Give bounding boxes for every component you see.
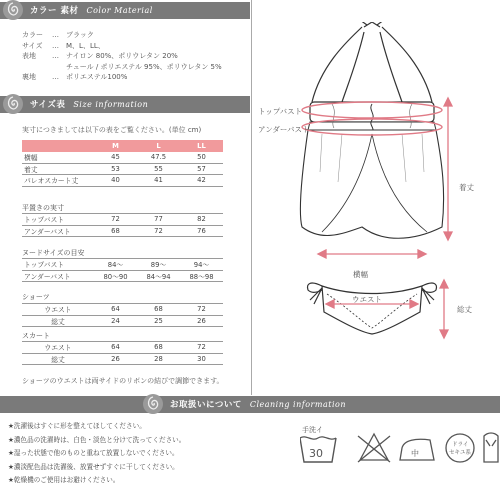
- dry-clean-label-2: セキユ系: [449, 450, 472, 456]
- color-material-header: [0, 2, 250, 19]
- color-material-subtitle: Color Material: [86, 6, 153, 15]
- no-bleach-icon: [358, 434, 390, 462]
- row-label: アンダーバスト: [22, 225, 94, 237]
- rose-icon: [2, 93, 24, 115]
- table-cell: 64: [94, 342, 137, 354]
- material-key: サイズ: [22, 41, 43, 50]
- material-value: ブラック: [66, 31, 94, 39]
- hang-dry-icon: [484, 433, 498, 462]
- under-bust-label: アンダーバスト: [258, 125, 310, 134]
- flat-size-title: 平置きの実寸: [22, 204, 64, 212]
- material-row: [22, 30, 222, 41]
- garment-diagram: [252, 22, 500, 392]
- rose-icon: [2, 0, 24, 21]
- skirt-table: [22, 341, 223, 365]
- dry-clean-icon: [446, 434, 474, 462]
- table-row: [22, 152, 223, 164]
- table-cell: 25: [137, 315, 180, 327]
- table-header-cell: M: [94, 140, 137, 152]
- halter-straps: [312, 22, 432, 102]
- table-cell: 42: [180, 175, 223, 187]
- table-cell: 84〜94: [137, 270, 180, 282]
- care-info-header: [0, 396, 500, 413]
- care-subtitle: Cleaning information: [249, 400, 346, 409]
- table-row: [22, 225, 223, 237]
- size-intro: 実寸につきましては以下の表をご覧ください。(単位 cm): [22, 126, 202, 134]
- material-key: カラー: [22, 31, 43, 39]
- table-header-cell: L: [137, 140, 180, 152]
- row-label: ウエスト: [22, 304, 94, 316]
- material-value: M、L、LL、: [66, 41, 105, 50]
- material-key: [22, 62, 52, 73]
- table-header-cell: LL: [180, 140, 223, 152]
- material-row: [22, 72, 222, 83]
- table-cell: 26: [180, 315, 223, 327]
- length-arrow: [444, 98, 452, 240]
- size-info-title: サイズ表: [30, 100, 66, 110]
- row-label: ウエスト: [22, 342, 94, 354]
- material-key: 表地: [22, 52, 36, 60]
- row-label: パレオスカート丈: [22, 175, 94, 187]
- iron-label: 中: [411, 449, 419, 458]
- total-length-label: 総丈: [457, 305, 472, 314]
- material-list: [22, 30, 222, 83]
- care-item: ★湿った状態で他のものと重ねて放置しないでください。: [8, 449, 179, 458]
- flat-size-table: [22, 213, 223, 237]
- care-item: ★乾燥機のご使用はお避けください。: [8, 476, 120, 485]
- material-value: チュール / ポリエステル 95%、ポリウレタン 5%: [66, 62, 222, 71]
- table-cell: 24: [94, 315, 137, 327]
- table-cell: 80〜90: [94, 270, 137, 282]
- table-cell: 26: [94, 353, 137, 365]
- care-item: ★濃色品の洗濯時は、白色・淡色と分けて洗ってください。: [8, 435, 186, 444]
- table-cell: 72: [94, 214, 137, 226]
- row-label: アンダーバスト: [22, 270, 94, 282]
- row-label: 総丈: [22, 315, 94, 327]
- table-row: [22, 214, 223, 226]
- table-cell: 45: [94, 152, 137, 164]
- table-cell: 88〜98: [180, 270, 223, 282]
- material-row: [22, 41, 222, 52]
- table-header-cell: [22, 140, 94, 152]
- length-label: 着丈: [459, 183, 474, 192]
- care-symbols: [300, 420, 500, 480]
- row-label: 横幅: [22, 152, 94, 164]
- material-dots: …: [52, 52, 59, 60]
- care-item: ★濃淡配色品は洗濯後、放置せずすぐに干してください。: [8, 462, 179, 471]
- dry-clean-label: ドライ: [452, 442, 469, 448]
- material-value: ナイロン 80%、ポリウレタン 20%: [66, 52, 178, 60]
- table-cell: 64: [94, 304, 137, 316]
- table-row: [22, 259, 223, 271]
- table-cell: 53: [94, 163, 137, 175]
- table-row: [22, 342, 223, 354]
- hand-wash-icon: [300, 425, 336, 462]
- size-info-header: [0, 96, 250, 113]
- table-cell: 68: [137, 304, 180, 316]
- table-cell: 30: [180, 353, 223, 365]
- care-item: ★洗濯後はすぐに形を整えてほしてください。: [8, 422, 146, 430]
- table-cell: 94〜: [180, 259, 223, 271]
- table-cell: 82: [180, 214, 223, 226]
- color-material-title: カラー 素材: [30, 6, 79, 16]
- skirt-title: スカート: [22, 332, 50, 340]
- dress-body: [300, 130, 443, 238]
- table-row: [22, 163, 223, 175]
- size-info-subtitle: Size information: [73, 100, 149, 109]
- nude-size-title: ヌードサイズの目安: [22, 249, 85, 257]
- table-cell: 47.5: [137, 152, 180, 164]
- table-cell: 76: [180, 225, 223, 237]
- shorts-waist-note: ショーツのウエストは両サイドのリボンの結びで調節できます。: [22, 377, 224, 385]
- table-cell: 68: [94, 225, 137, 237]
- material-row: [22, 62, 222, 73]
- table-row: [22, 175, 223, 187]
- table-cell: 77: [137, 214, 180, 226]
- width-label: 横幅: [353, 270, 368, 279]
- material-value: ポリエステル100%: [66, 73, 128, 81]
- top-bust-label: トップバスト: [258, 107, 303, 116]
- shorts-table: [22, 303, 223, 327]
- table-cell: 72: [137, 225, 180, 237]
- table-cell: 28: [137, 353, 180, 365]
- table-header-row: [22, 140, 223, 152]
- row-label: トップバスト: [22, 259, 94, 271]
- table-cell: 55: [137, 163, 180, 175]
- table-row: [22, 304, 223, 316]
- iron-icon: [400, 439, 434, 460]
- table-cell: 41: [137, 175, 180, 187]
- width-arrow: [318, 250, 426, 258]
- material-dots: …: [52, 31, 59, 39]
- table-cell: 84〜: [94, 259, 137, 271]
- row-label: 総丈: [22, 353, 94, 365]
- wash-temp: 30: [309, 447, 323, 460]
- material-row: [22, 51, 222, 62]
- main-size-table: [22, 140, 223, 187]
- shorts: [308, 283, 437, 334]
- table-cell: 72: [180, 304, 223, 316]
- hand-wash-label: 手洗イ: [302, 426, 323, 434]
- table-row: [22, 270, 223, 282]
- material-dots: …: [52, 73, 59, 81]
- table-row: [22, 315, 223, 327]
- total-length-arrow: [440, 280, 448, 338]
- table-cell: 68: [137, 342, 180, 354]
- table-cell: 72: [180, 342, 223, 354]
- table-cell: 40: [94, 175, 137, 187]
- material-key: 裏地: [22, 73, 36, 81]
- row-label: 着丈: [22, 163, 94, 175]
- table-cell: 57: [180, 163, 223, 175]
- shorts-title: ショーツ: [22, 293, 50, 301]
- care-title: お取扱いについて: [170, 400, 242, 410]
- row-label: トップバスト: [22, 214, 94, 226]
- table-cell: 50: [180, 152, 223, 164]
- nude-size-table: [22, 258, 223, 282]
- care-instructions: [8, 420, 185, 488]
- table-cell: 89〜: [137, 259, 180, 271]
- material-dots: [52, 62, 66, 73]
- material-dots: …: [52, 41, 59, 50]
- table-row: [22, 353, 223, 365]
- rose-icon: [142, 393, 164, 415]
- waist-label: ウエスト: [352, 295, 382, 304]
